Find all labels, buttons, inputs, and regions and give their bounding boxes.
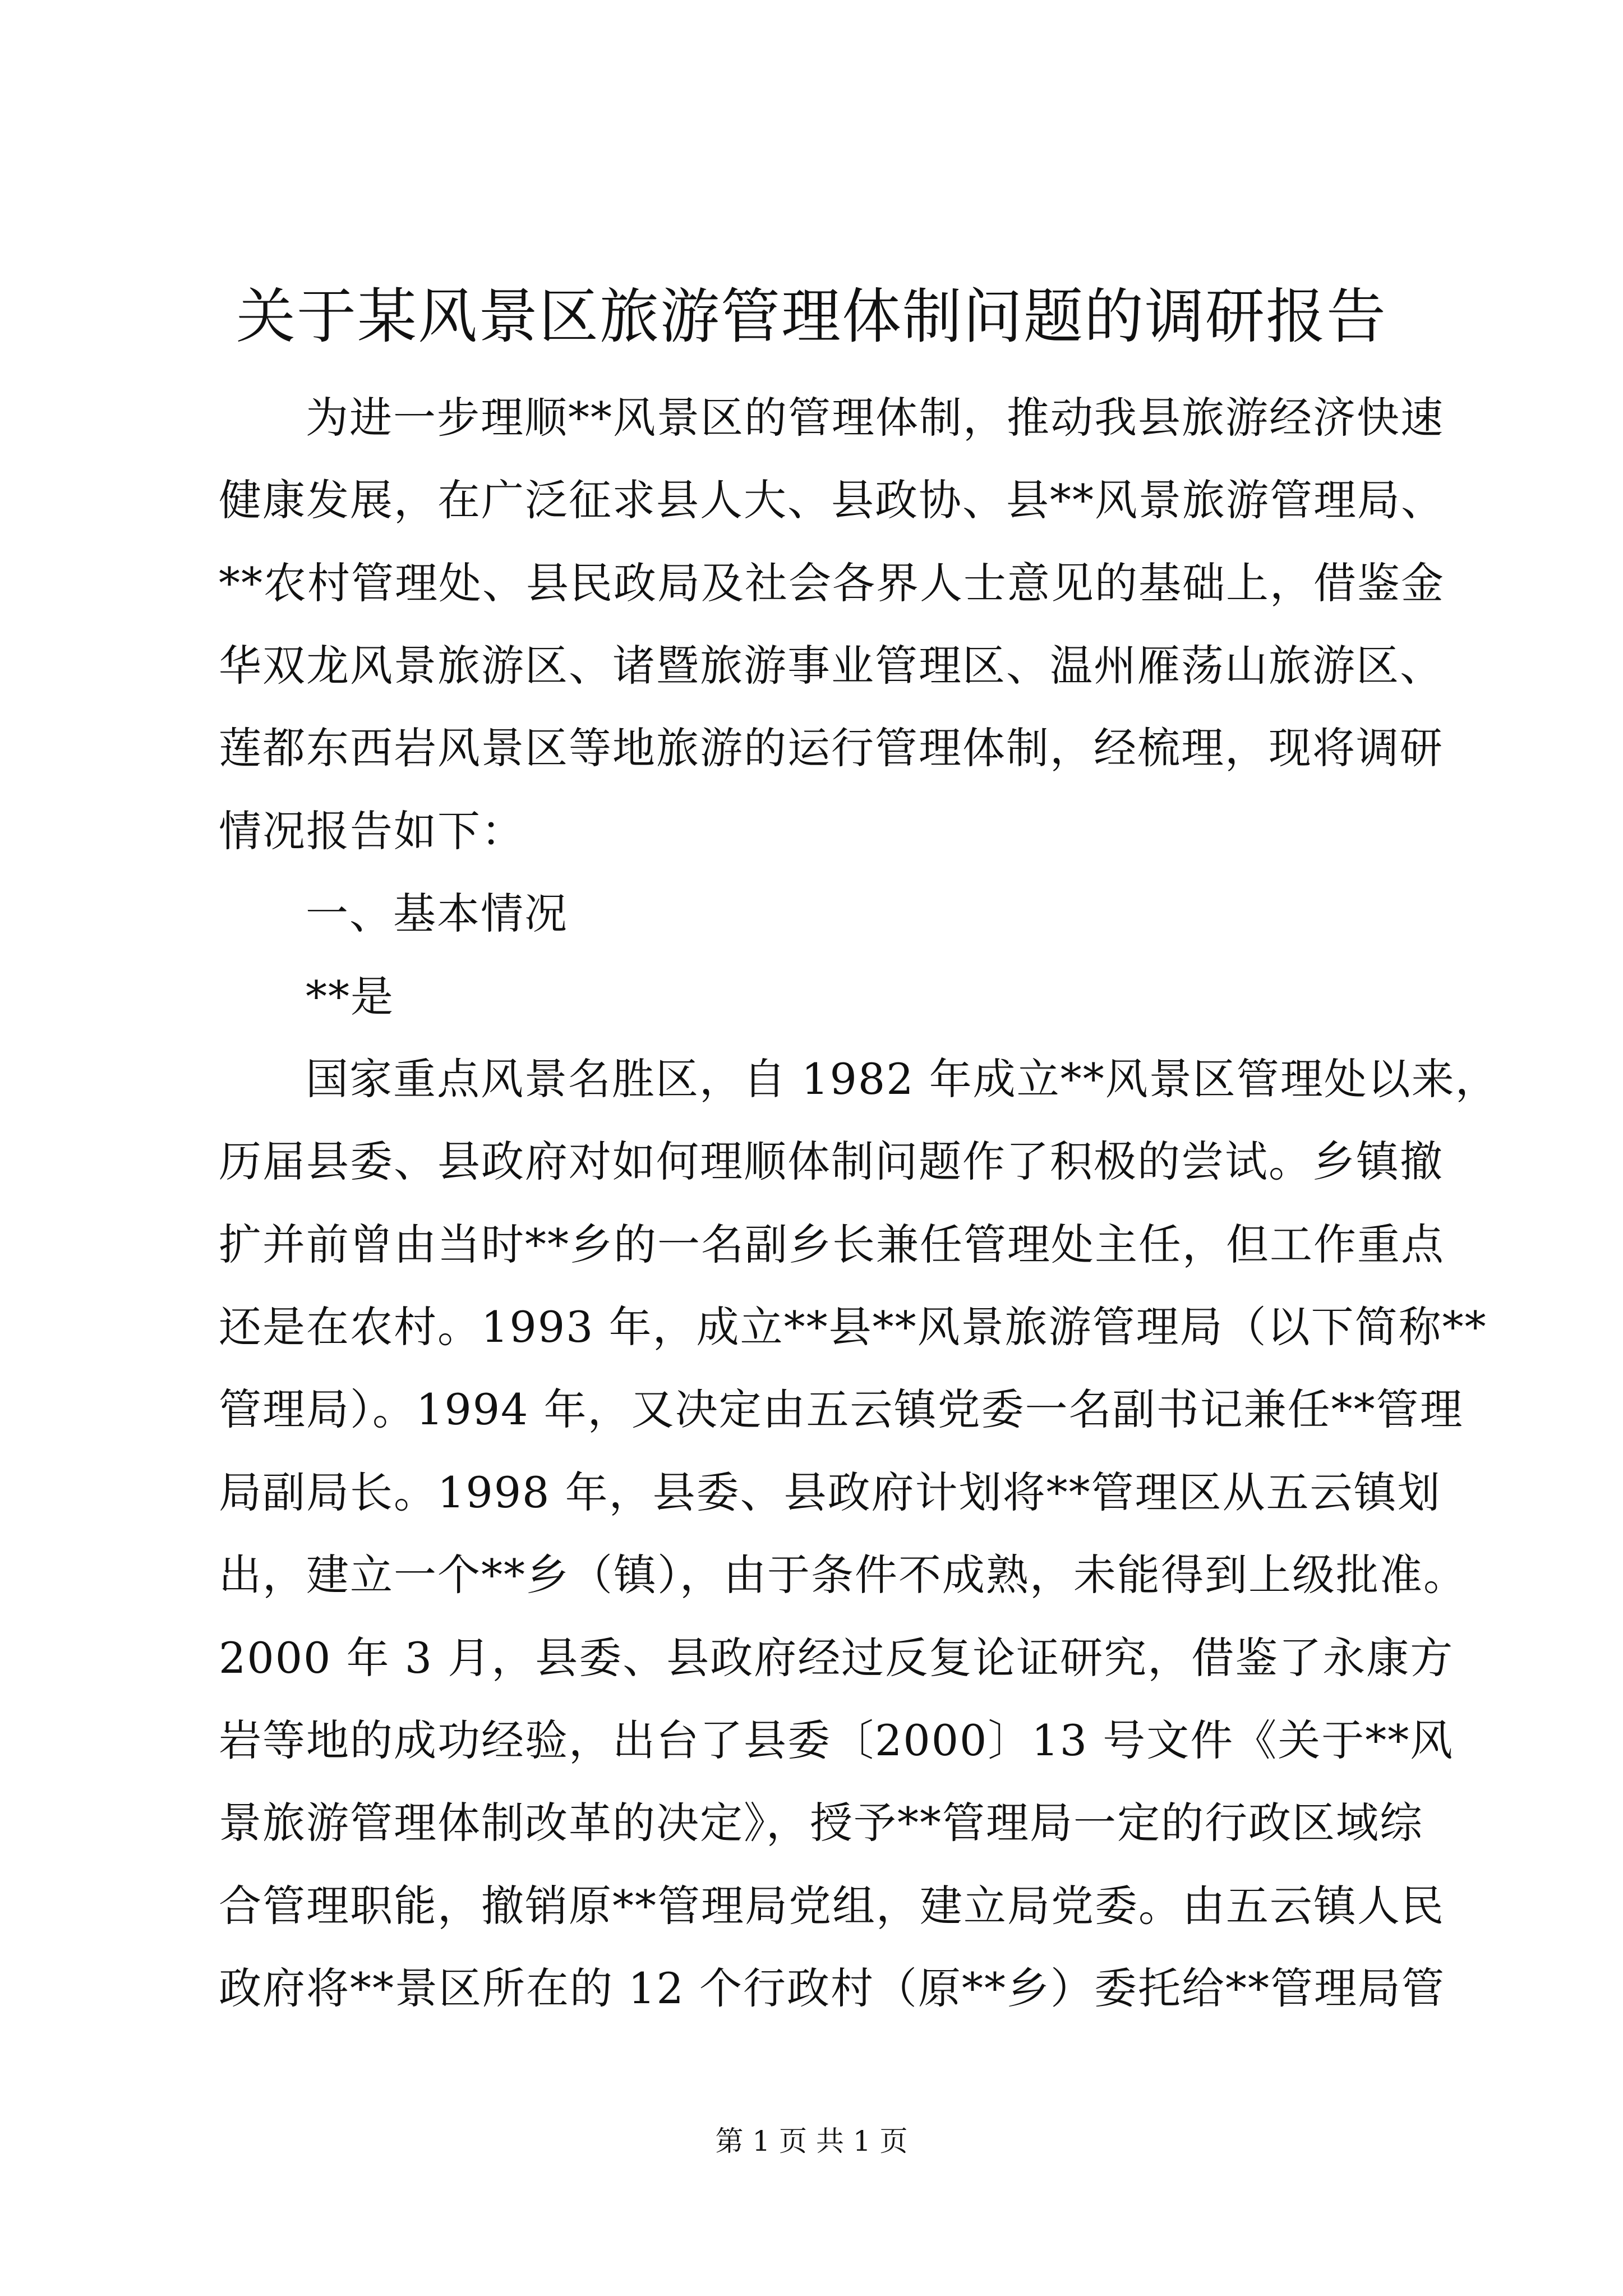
paragraph-line: 局副局长。1998 年，县委、县政府计划将**管理区从五云镇划 [219, 1467, 1441, 1517]
paragraph-line: 为进一步理顺**风景区的管理体制，推动我县旅游经济快速 [306, 393, 1444, 443]
paragraph-line: **是 [306, 972, 394, 1022]
paragraph-line: 合管理职能，撤销原**管理局党组，建立局党委。由五云镇人民 [219, 1881, 1445, 1931]
paragraph-line: 华双龙风景旅游区、诸暨旅游事业管理区、温州雁荡山旅游区、 [219, 641, 1444, 691]
paragraph-line: 景旅游管理体制改革的决定》，授予**管理局一定的行政区域综 [219, 1798, 1423, 1848]
paragraph-line: 情况报告如下： [219, 806, 525, 856]
paragraph-line: 还是在农村。1993 年，成立**县**风景旅游管理局（以下简称** [219, 1302, 1487, 1352]
paragraph-line: 历届县委、县政府对如何理顺体制问题作了积极的尝试。乡镇撤 [219, 1137, 1444, 1186]
section-heading: 一、基本情况 [306, 889, 568, 938]
paragraph-line: 2000 年 3 月，县委、县政府经过反复论证研究，借鉴了永康方 [219, 1633, 1454, 1683]
paragraph-line: 岩等地的成功经验，出台了县委〔2000〕13 号文件《关于**风 [219, 1715, 1454, 1765]
paragraph-line: 国家重点风景名胜区，自 1982 年成立**风景区管理处以来， [306, 1054, 1499, 1104]
paragraph-line: 出，建立一个**乡（镇），由于条件不成熟，未能得到上级批准。 [219, 1550, 1467, 1600]
document-title: 关于某风景区旅游管理体制问题的调研报告 [236, 282, 1387, 351]
page-footer: 第 1 页 共 1 页 [715, 2125, 908, 2157]
paragraph-line: 政府将**景区所在的 12 个行政村（原**乡）委托给**管理局管 [219, 1963, 1446, 2013]
paragraph-line: 健康发展，在广泛征求县人大、县政协、县**风景旅游管理局、 [219, 475, 1445, 525]
paragraph-line: 管理局）。1994 年，又决定由五云镇党委一名副书记兼任**管理 [219, 1384, 1464, 1434]
paragraph-line: 扩并前曾由当时**乡的一名副乡长兼任管理处主任，但工作重点 [219, 1220, 1445, 1269]
paragraph-line: **农村管理处、县民政局及社会各界人士意见的基础上，借鉴金 [219, 558, 1445, 608]
paragraph-line: 莲都东西岩风景区等地旅游的运行管理体制，经梳理，现将调研 [219, 723, 1444, 773]
